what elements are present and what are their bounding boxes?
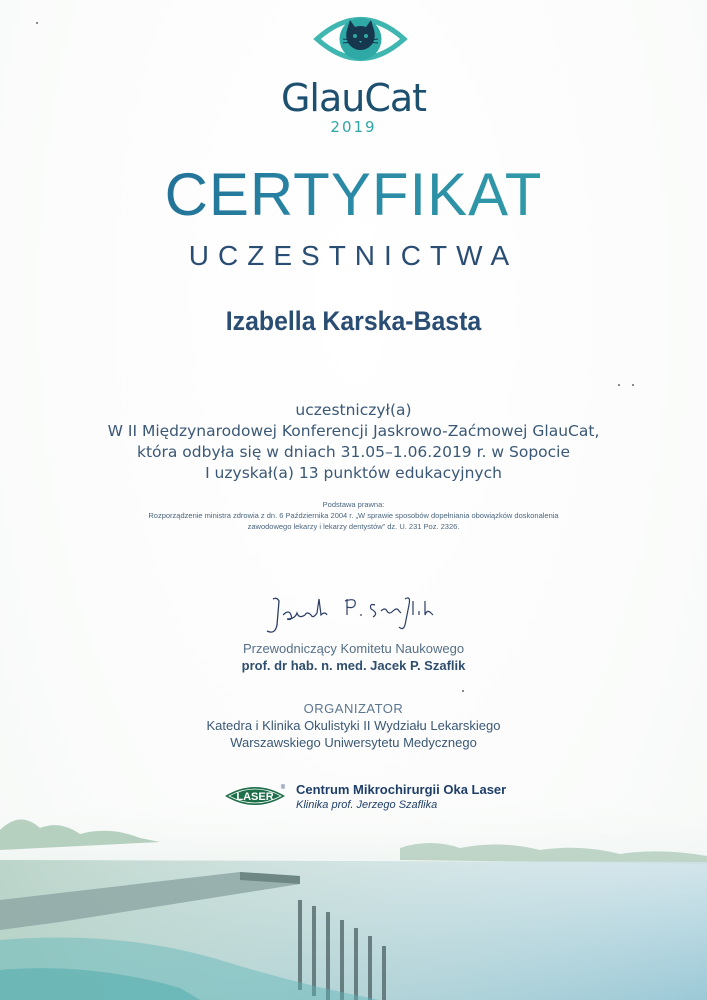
- organizer-heading: ORGANIZATOR: [303, 701, 404, 716]
- chairman-role: Przewodniczący Komitetu Naukowego: [242, 641, 465, 656]
- scan-speck: [618, 384, 620, 386]
- body-line-dates: która odbyła się w dniach 31.05–1.06.2019 r. w Sopocie: [136, 443, 571, 461]
- body-line-conference: W II Międzynarodowej Konferencji Jaskrowo-Zaćmowej GlauCat,: [107, 422, 600, 440]
- certificate-title: CERTYFIKAT: [0, 160, 707, 230]
- logo-name: GlauCat: [280, 76, 427, 120]
- organizer-line-2: Warszawskiego Uniwersytetu Medycznego: [230, 735, 477, 750]
- body-line-participated: uczestniczył(a): [295, 401, 412, 419]
- sponsor-name: Centrum Mikrochirurgii Oka Laser: [296, 782, 507, 797]
- cat-eye-icon: [313, 8, 408, 70]
- scan-speck: [632, 384, 634, 386]
- body-line-points: I uzyskał(a) 13 punktów edukacyjnych: [205, 464, 502, 482]
- legal-line-2: zawodowego lekarzy i lekarzy dentystów” dz. U. 231 Poz. 2326.: [247, 522, 460, 531]
- laser-badge-text: LASER: [236, 791, 274, 803]
- sponsor-text: [296, 782, 506, 812]
- organizer-block: [0, 700, 707, 751]
- participant-name: Izabella Karska-Basta: [225, 306, 482, 336]
- scan-speck: [36, 22, 38, 24]
- handwritten-signature: [255, 585, 455, 645]
- chairman-name: prof. dr hab. n. med. Jacek P. Szaflik: [241, 658, 466, 673]
- legal-heading: Podstawa prawna:: [322, 500, 385, 509]
- registered-mark: ®: [280, 785, 286, 791]
- seaside-pier-illustration: [0, 790, 707, 1000]
- organizer-line-1: Katedra i Klinika Okulistyki II Wydziału Lekarskiego: [206, 718, 501, 733]
- laser-logo-icon: [223, 782, 287, 810]
- certificate-subtitle: UCZESTNICTWA: [188, 240, 519, 271]
- sponsor-tagline: Klinika prof. Jerzego Szaflika: [296, 799, 438, 811]
- legal-line-1: Rozporządzenie ministra zdrowia z dn. 6 Października 2004 r. „W sprawie sposobów dopełniania obowiązków doskonalenia: [148, 511, 559, 520]
- legal-basis: [0, 499, 707, 532]
- chairman-block: [0, 640, 707, 674]
- certificate-body: [0, 400, 707, 484]
- logo-year: 2019: [330, 118, 377, 136]
- scan-speck: [462, 690, 464, 692]
